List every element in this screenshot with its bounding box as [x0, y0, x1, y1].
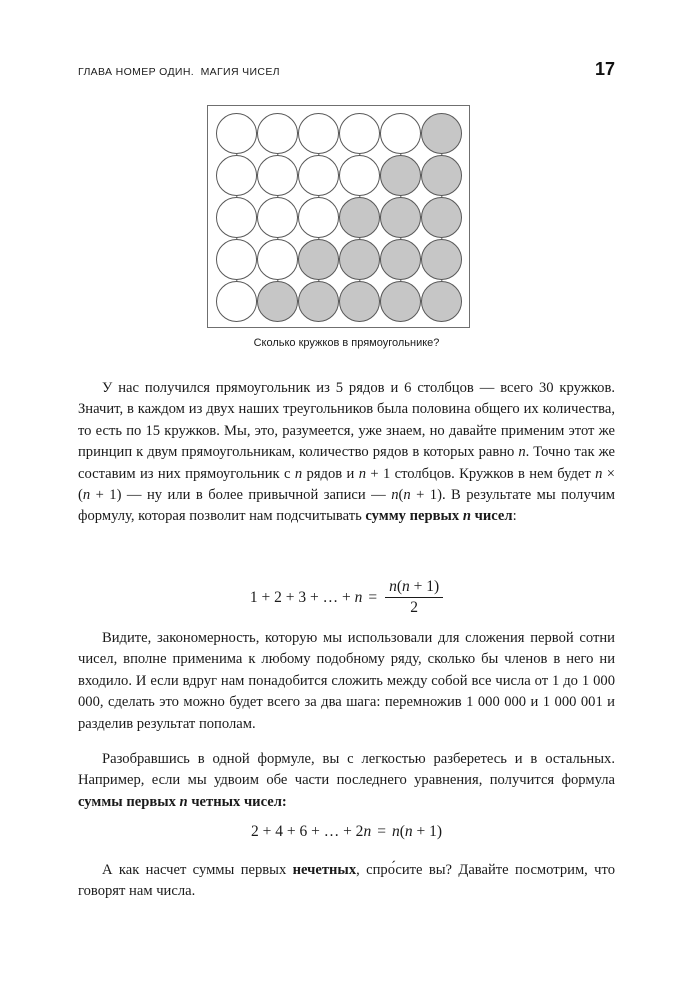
- para3-bold-b: четных чисел:: [187, 793, 287, 810]
- body-block-1: [78, 378, 615, 528]
- circle-gray: [380, 197, 421, 238]
- circle-gray: [257, 281, 298, 322]
- chapter-title: ГЛАВА НОМЕР ОДИН. МАГИЯ ЧИСЕЛ: [78, 66, 280, 78]
- circle-gray: [298, 239, 339, 280]
- body-block-3: [78, 749, 615, 813]
- paragraph-2: Видите, закономерность, которую мы использовали для сложения первой сотни чисел, вполне применима к любому подобному ряду, сколько бы членов в него ни входило. И если вдруг нам понадобится сложить между собой все числа от 1 до 1 000 000, сделать это можно будет всего за два шага: перемножив 1 000 000 и 1 000 001 и разделив результат пополам.: [78, 630, 615, 732]
- para1-text-e: × (: [78, 465, 615, 504]
- circle-row: [216, 112, 462, 154]
- formula-1-denominator: 2: [410, 599, 418, 616]
- circle-white: [216, 197, 257, 238]
- circle-white: [216, 155, 257, 196]
- circle-white: [257, 113, 298, 154]
- formula-2-lhs: [251, 823, 371, 841]
- circle-gray: [421, 113, 462, 154]
- formula-2-rhs-open: (: [399, 823, 405, 840]
- paragraph-3: [78, 749, 615, 813]
- para1-var-3: n: [358, 465, 366, 482]
- para1-text-g: (: [398, 487, 404, 504]
- para1-bold-b: чисел: [470, 508, 513, 525]
- circle-white: [216, 113, 257, 154]
- running-head: [78, 60, 615, 78]
- para1-bold-a: сумму первых: [365, 508, 463, 525]
- formula-1-lhs-text: 1 + 2 + 3 + … +: [249, 588, 355, 606]
- para1-text-d: + 1 столбцов. Кружков в нем будет: [366, 465, 596, 482]
- paragraph-1: [78, 378, 615, 528]
- formula-2-equals: =: [377, 823, 386, 840]
- circle-row: [216, 280, 462, 322]
- figure-circle-grid: [207, 105, 470, 328]
- circle-white: [298, 113, 339, 154]
- circle-white: [380, 113, 421, 154]
- formula-2-expression: [251, 823, 442, 841]
- formula-1: [78, 578, 615, 617]
- formula-2: [78, 823, 615, 841]
- para1-var-7: n: [403, 487, 411, 504]
- paragraph-4: [78, 860, 615, 903]
- para4-text-b: , спро́сите вы? Давайте посмотрим, что говорят нам числа.: [78, 862, 615, 900]
- formula-1-fraction: [385, 578, 443, 617]
- para1-var-5: n: [82, 487, 91, 504]
- para1-var-6: n: [391, 487, 399, 504]
- para1-text-h: + 1). В результате мы получим формулу, которая позволит нам подсчитывать: [78, 487, 615, 525]
- para3-bold-var: n: [179, 793, 188, 810]
- body-block-4: [78, 860, 615, 903]
- formula-1-num-open: (: [396, 578, 402, 595]
- formula-1-equals: =: [368, 588, 378, 606]
- circle-white: [216, 281, 257, 322]
- circle-row: [216, 154, 462, 196]
- para1-text-f: + 1) — ну или в более привычной записи —: [90, 487, 392, 504]
- formula-1-numerator: [385, 578, 443, 597]
- para1-text-i: :: [512, 508, 517, 525]
- circle-white: [339, 113, 380, 154]
- formula-1-num-var-1: n: [389, 578, 397, 595]
- circle-white: [257, 155, 298, 196]
- circle-grid: [216, 112, 462, 322]
- figure-caption: Сколько кружков в прямоугольнике?: [253, 337, 440, 349]
- para3-text-a: Разобравшись в одной формуле, вы с легкостью разберетесь и в остальных. Например, если мы удвоим обе части последнего уравнения, получится формула: [78, 751, 615, 789]
- circle-gray: [339, 281, 380, 322]
- circle-white: [216, 239, 257, 280]
- circle-gray: [380, 281, 421, 322]
- circle-gray: [298, 281, 339, 322]
- para4-text-a: А как насчет суммы первых: [102, 862, 293, 878]
- circle-white: [257, 239, 298, 280]
- circle-white: [298, 197, 339, 238]
- para1-bold-var: n: [462, 508, 471, 525]
- circle-white: [339, 155, 380, 196]
- para1-var-2: n: [294, 465, 303, 482]
- circle-gray: [380, 155, 421, 196]
- formula-2-rhs: [392, 823, 442, 841]
- circle-white: [257, 197, 298, 238]
- para4-bold-a: нечетных: [292, 862, 357, 878]
- para1-text-b: . Точно так же составим из них прямоугольник с: [78, 444, 615, 482]
- formula-1-lhs-var: n: [354, 588, 363, 606]
- circle-gray: [421, 155, 462, 196]
- formula-1-wrap: [78, 578, 615, 617]
- circle-white: [298, 155, 339, 196]
- para1-var-1: n: [518, 444, 526, 461]
- formula-2-lhs-text: 2 + 4 + 6 + … + 2: [250, 823, 364, 840]
- formula-1-expression: [250, 578, 443, 617]
- circle-gray: [421, 197, 462, 238]
- circle-gray: [421, 239, 462, 280]
- circle-gray: [339, 239, 380, 280]
- formula-2-wrap: [78, 823, 615, 841]
- para1-text-a: У нас получился прямоугольник из 5 рядов и 6 столбцов — всего 30 кружков. Значит, в каждом из двух наших треугольников была половина общего их количества, то есть по 15 кружков. Мы, это, разумеется, уже знаем, но давайте применим этот же принцип к двум прямоугольникам, количество рядов в которых равно: [78, 380, 615, 461]
- body-block-2: [78, 628, 615, 735]
- para3-bold-a: суммы первых: [78, 793, 180, 810]
- circle-row: [216, 238, 462, 280]
- formula-2-rhs-var-2: n: [404, 823, 413, 840]
- circle-row: [216, 196, 462, 238]
- formula-2-rhs-rest: + 1): [412, 823, 443, 840]
- circle-gray: [380, 239, 421, 280]
- para1-text-c: рядов и: [302, 465, 359, 482]
- page-number: 17: [594, 59, 615, 79]
- circle-gray: [421, 281, 462, 322]
- formula-1-lhs: [250, 589, 362, 607]
- formula-2-lhs-var: n: [363, 823, 372, 840]
- para1-var-4: n: [595, 465, 603, 482]
- formula-1-num-var-2: n: [401, 578, 410, 595]
- circle-gray: [339, 197, 380, 238]
- formula-2-rhs-var-1: n: [391, 823, 400, 840]
- formula-1-num-rest: + 1): [409, 578, 440, 595]
